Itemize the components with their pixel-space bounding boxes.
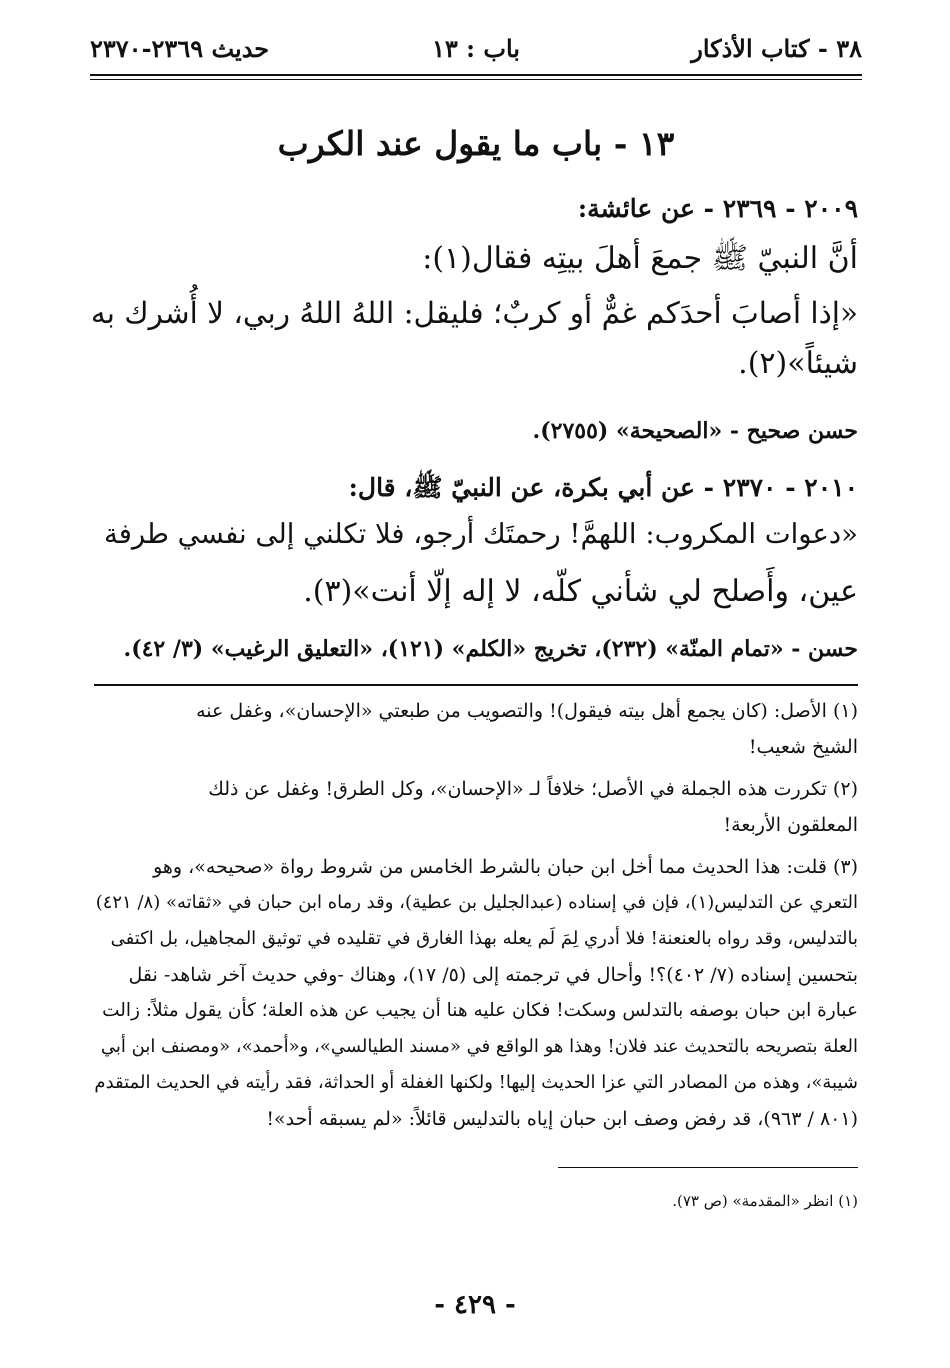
hadith-text-line: شيئاً»(٢). (738, 346, 858, 381)
hadith-header: ٢٠٠٩ - ٢٣٦٩ - عن عائشة: (577, 194, 858, 223)
running-header-chapter: باب : ١٣ (432, 34, 520, 63)
footnote-separator (94, 684, 858, 686)
hadith-text-line: عين، وأَصلح لي شأني كلّه، لا إله إلّا أنت»(٣). (303, 574, 858, 609)
hadith-grading: حسن صحيح - «الصحيحة» (٢٧٥٥). (532, 418, 858, 444)
hadith-text-line: أنَّ النبيّ ﷺ جمعَ أهلَ بيتِه فقال(١): (422, 241, 858, 276)
footnote-line: عبارة ابن حبان بوصفه بالتدلس وسكت! فكان عليه هنا أن يجيب عن هذه العلة؛ كأن يقول مثلاً: زالت (102, 1000, 858, 1021)
footnote-line: (١) الأصل: (كان يجمع أهل بيته فيقول)! والتصويب من طبعتي «الإحسان»، وغفل عنه (196, 700, 858, 722)
chapter-title: ١٣ - باب ما يقول عند الكرب (277, 124, 675, 163)
footnote-line: العلة بتصريحه بالتحديث عند فلان! وهذا هو الواقع في «مسند الطيالسي»، و«أحمد»، «ومصنف ابن أبي (100, 1036, 858, 1057)
hadith-header: ٢٠١٠ - ٢٣٧٠ - عن أبي بكرة، عن النبيّ ﷺ، قال: (348, 473, 858, 502)
footnote-line: (٢) تكررت هذه الجملة في الأصل؛ خلافاً لـ «الإحسان»، وكل الطرق! وغفل عن ذلك (208, 778, 858, 800)
hadith-text-line: «دعوات المكروب: اللهمَّ! رحمتَك أرجو، فلا تكلني إلى نفسي طرفة (103, 518, 858, 550)
header-rule (90, 74, 862, 76)
hadith-grading: حسن - «تمام المنّة» (٢٣٢)، تخريج «الكلم» (١٢١)، «التعليق الرغيب» (٣/ ٤٢). (123, 636, 858, 662)
footnote-line: المعلقون الأربعة! (723, 814, 858, 836)
running-header (90, 28, 862, 72)
running-header-hadith-range: حديث ٢٣٦٩-٢٣٧٠ (90, 34, 270, 63)
footnote-line: شيبة»، وهذه من المصادر التي عزا الحديث إليها! ولكنها الغفلة أو الحداثة، فقد رأيته في الحديث المتقدم (94, 1072, 858, 1093)
footnote-line: بالتدليس، وقد رواه بالعنعنة! فلا أدري لِمَ لَم يعله بهذا الغارق في تقليده في توثيق المجاهيل، بل اكتفى (110, 928, 858, 949)
sub-footnote-separator (558, 1167, 858, 1168)
footnote-line: الشيخ شعيب! (748, 736, 858, 758)
footnote-line: التعري عن التدليس(١)، فإن في إسناده (عبدالجليل بن عطية)، وقد رماه ابن حبان في «ثقاته» (٨/ ٤٢١) (95, 892, 858, 913)
footnote-line: (٨٠١ / ٩٦٣)، قد رفض وصف ابن حبان إياه بالتدليس قائلاً: «لم يسبقه أحد»! (266, 1108, 858, 1130)
header-rule-thin (90, 79, 862, 80)
page-number: - ٤٢٩ - (434, 1290, 516, 1320)
running-header-book: ٣٨ - كتاب الأذكار (691, 34, 862, 63)
sub-footnote: (١) انظر «المقدمة» (ص ٧٣). (672, 1192, 858, 1210)
footnote-line: بتحسين إسناده (٧/ ٤٠٢)؟! وأحال في ترجمته إلى (٥/ ١٧)، وهناك -وفي حديث آخر شاهد- نقل (128, 964, 858, 986)
footnote-line: (٣) قلت: هذا الحديث مما أخل ابن حبان بالشرط الخامس من شروط رواة «صحيحه»، وهو (153, 856, 858, 878)
hadith-text-line: «إذا أصابَ أحدَكم غمٌّ أو كربٌ؛ فليقل: اللهُ اللهُ ربي، لا أُشرك به (90, 296, 858, 330)
